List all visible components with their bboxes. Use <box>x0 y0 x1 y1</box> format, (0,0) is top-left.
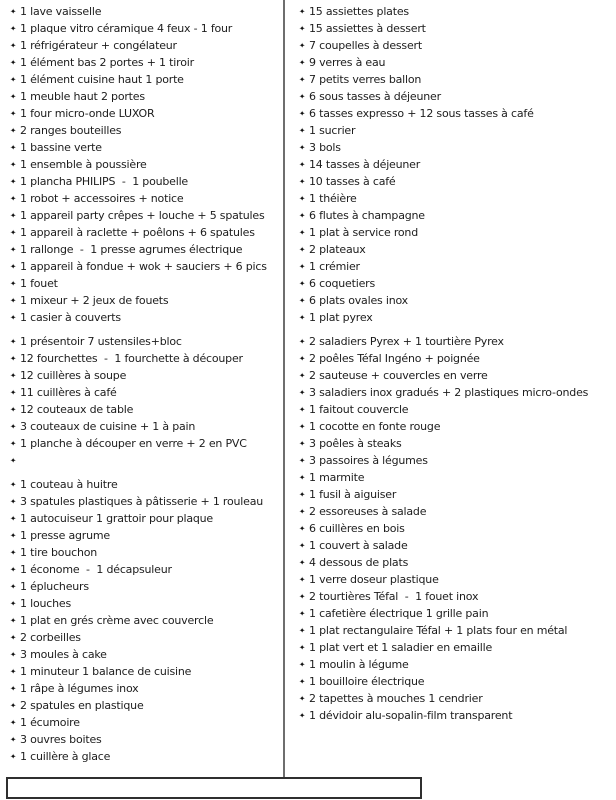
list-item <box>10 663 283 680</box>
list-item <box>299 469 616 486</box>
bullet-icon: ✦ <box>10 565 17 574</box>
list-item-text: 2 spatules en plastique <box>20 699 144 712</box>
bullet-icon: ✦ <box>10 701 17 710</box>
list-item <box>10 697 283 714</box>
list-item <box>299 554 616 571</box>
bullet-icon: ✦ <box>10 650 17 659</box>
bullet-icon: ✦ <box>299 490 306 499</box>
list-item <box>299 622 616 639</box>
bullet-icon: ✦ <box>10 388 17 397</box>
list-item-text: 1 plat vert et 1 saladier en emaille <box>309 641 493 654</box>
bullet-icon: ✦ <box>10 439 17 448</box>
list-item <box>299 452 616 469</box>
bullet-icon: ✦ <box>299 643 306 652</box>
bullet-icon: ✦ <box>10 752 17 761</box>
list-item-text: 6 flutes à champagne <box>309 209 425 222</box>
list-group <box>10 3 283 326</box>
list-item-text: 12 fourchettes - 1 fourchette à découper <box>20 352 243 365</box>
list-item-text: 1 plaque vitro céramique 4 feux - 1 four <box>20 22 233 35</box>
list-item-text: 1 bassine verte <box>20 141 102 154</box>
bullet-icon: ✦ <box>299 92 306 101</box>
list-item-text: 1 louches <box>20 597 71 610</box>
list-item-text: 3 passoires à légumes <box>309 454 428 467</box>
list-item-text: 3 spatules plastiques à pâtisserie + 1 rouleau <box>20 495 264 508</box>
list-item <box>299 156 616 173</box>
bullet-icon: ✦ <box>10 126 17 135</box>
inventory-right-column <box>299 3 616 731</box>
list-item-text: 1 faitout couvercle <box>309 403 409 416</box>
bullet-icon: ✦ <box>299 41 306 50</box>
list-item-text: 1 bouilloire électrique <box>309 675 425 688</box>
list-item-text: 7 coupelles à dessert <box>309 39 422 52</box>
bullet-icon: ✦ <box>10 41 17 50</box>
list-item <box>10 173 283 190</box>
list-item <box>299 275 616 292</box>
bullet-icon: ✦ <box>299 262 306 271</box>
list-item <box>299 537 616 554</box>
list-item <box>10 748 283 765</box>
bullet-icon: ✦ <box>299 575 306 584</box>
list-item-text: 6 coquetiers <box>309 277 375 290</box>
list-item-text: 3 couteaux de cuisine + 1 à pain <box>20 420 196 433</box>
list-item <box>10 578 283 595</box>
list-item-text: 1 râpe à légumes inox <box>20 682 139 695</box>
bullet-icon: ✦ <box>299 75 306 84</box>
bullet-icon: ✦ <box>10 480 17 489</box>
list-item <box>299 401 616 418</box>
list-item-text: 1 cocotte en fonte rouge <box>309 420 441 433</box>
list-item <box>10 20 283 37</box>
list-item-text: 1 cuillère à glace <box>20 750 111 763</box>
list-item-text: 10 tasses à café <box>309 175 396 188</box>
bullet-icon: ✦ <box>10 58 17 67</box>
list-item <box>299 690 616 707</box>
list-item-text: 15 assiettes plates <box>309 5 409 18</box>
list-item <box>10 207 283 224</box>
list-item-text: 1 lave vaisselle <box>20 5 102 18</box>
bullet-icon: ✦ <box>10 548 17 557</box>
list-item-text: 12 cuillères à soupe <box>20 369 127 382</box>
bullet-icon: ✦ <box>10 735 17 744</box>
bullet-icon: ✦ <box>10 160 17 169</box>
bullet-icon: ✦ <box>10 262 17 271</box>
bullet-icon: ✦ <box>299 177 306 186</box>
list-item <box>299 503 616 520</box>
list-item <box>10 241 283 258</box>
list-group <box>10 476 283 765</box>
bullet-icon: ✦ <box>299 524 306 533</box>
bullet-icon: ✦ <box>10 143 17 152</box>
list-item-text: 1 moulin à légume <box>309 658 409 671</box>
list-item <box>299 350 616 367</box>
list-item-text: 6 sous tasses à déjeuner <box>309 90 441 103</box>
bullet-icon: ✦ <box>299 371 306 380</box>
list-item <box>299 707 616 724</box>
list-item <box>10 680 283 697</box>
empty-footer-box <box>6 777 422 799</box>
list-item <box>10 105 283 122</box>
list-item-text: 9 verres à eau <box>309 56 386 69</box>
list-item-text: 6 tasses expresso + 12 sous tasses à café <box>309 107 534 120</box>
list-item <box>10 156 283 173</box>
list-item-text: 1 présentoir 7 ustensiles+bloc <box>20 335 182 348</box>
list-item <box>299 367 616 384</box>
list-item-text: 1 plat rectangulaire Téfal + 1 plats four en métal <box>309 624 568 637</box>
list-group <box>10 333 283 469</box>
list-item-text: 1 ensemble à poussière <box>20 158 147 171</box>
list-item-text: 1 réfrigérateur + congélateur <box>20 39 177 52</box>
bullet-icon: ✦ <box>10 24 17 33</box>
bullet-icon: ✦ <box>10 405 17 414</box>
list-item-text: 12 couteaux de table <box>20 403 134 416</box>
list-item <box>299 258 616 275</box>
list-item-text: 1 plat à service rond <box>309 226 418 239</box>
list-item-text: 1 minuteur 1 balance de cuisine <box>20 665 192 678</box>
bullet-icon: ✦ <box>10 92 17 101</box>
bullet-icon: ✦ <box>10 667 17 676</box>
list-item <box>299 207 616 224</box>
list-item <box>299 588 616 605</box>
list-item-text: 1 plat en grés crème avec couvercle <box>20 614 214 627</box>
list-item <box>10 258 283 275</box>
list-item-text: 2 ranges bouteilles <box>20 124 122 137</box>
column-divider-line <box>283 0 285 778</box>
list-item <box>299 105 616 122</box>
list-item <box>299 37 616 54</box>
list-item-text: 1 meuble haut 2 portes <box>20 90 145 103</box>
list-item <box>299 520 616 537</box>
bullet-icon: ✦ <box>10 245 17 254</box>
bullet-icon: ✦ <box>10 354 17 363</box>
bullet-icon: ✦ <box>10 684 17 693</box>
bullet-icon: ✦ <box>299 626 306 635</box>
list-item <box>299 571 616 588</box>
list-item-text: 3 bols <box>309 141 341 154</box>
bullet-icon: ✦ <box>299 109 306 118</box>
list-item <box>299 139 616 156</box>
list-item <box>299 639 616 656</box>
bullet-icon: ✦ <box>299 422 306 431</box>
bullet-icon: ✦ <box>299 558 306 567</box>
bullet-icon: ✦ <box>299 541 306 550</box>
list-item-text: 1 élément cuisine haut 1 porte <box>20 73 184 86</box>
list-item-text: 4 dessous de plats <box>309 556 409 569</box>
list-item-text: 1 crémier <box>309 260 360 273</box>
list-item-text: 1 plancha PHILIPS - 1 poubelle <box>20 175 189 188</box>
bullet-icon: ✦ <box>299 228 306 237</box>
bullet-icon: ✦ <box>299 337 306 346</box>
bullet-icon: ✦ <box>299 609 306 618</box>
bullet-icon: ✦ <box>10 633 17 642</box>
list-item <box>299 292 616 309</box>
bullet-icon: ✦ <box>10 228 17 237</box>
bullet-icon: ✦ <box>299 694 306 703</box>
list-item <box>10 595 283 612</box>
list-item <box>10 384 283 401</box>
bullet-icon: ✦ <box>299 211 306 220</box>
list-item <box>10 714 283 731</box>
list-item-text: 1 appareil à fondue + wok + sauciers + 6 pics <box>20 260 267 273</box>
list-item-text: 1 marmite <box>309 471 365 484</box>
bullet-icon: ✦ <box>10 456 17 465</box>
list-item <box>299 418 616 435</box>
list-item <box>10 3 283 20</box>
list-item-text: 3 poêles à steaks <box>309 437 402 450</box>
list-item-text: 2 tapettes à mouches 1 cendrier <box>309 692 483 705</box>
list-item <box>10 493 283 510</box>
list-item <box>299 224 616 241</box>
list-item <box>299 384 616 401</box>
bullet-icon: ✦ <box>299 456 306 465</box>
bullet-icon: ✦ <box>299 313 306 322</box>
list-item <box>10 350 283 367</box>
list-item <box>10 612 283 629</box>
list-item <box>10 418 283 435</box>
list-item <box>10 544 283 561</box>
list-item-text: 14 tasses à déjeuner <box>309 158 421 171</box>
list-item <box>299 71 616 88</box>
list-item <box>10 292 283 309</box>
list-item-text: 1 appareil à raclette + poêlons + 6 spatules <box>20 226 255 239</box>
bullet-icon: ✦ <box>299 279 306 288</box>
list-item-text: 1 cafetière électrique 1 grille pain <box>309 607 489 620</box>
bullet-icon: ✦ <box>299 677 306 686</box>
list-item <box>299 309 616 326</box>
list-item-text: 2 corbeilles <box>20 631 81 644</box>
list-item-text: 1 tire bouchon <box>20 546 98 559</box>
list-item-text: 1 élément bas 2 portes + 1 tiroir <box>20 56 194 69</box>
list-item <box>10 309 283 326</box>
list-item-text: 11 cuillères à café <box>20 386 117 399</box>
list-item <box>299 3 616 20</box>
bullet-icon: ✦ <box>10 211 17 220</box>
list-item-text: 1 appareil party crêpes + louche + 5 spatules <box>20 209 265 222</box>
bullet-icon: ✦ <box>299 592 306 601</box>
list-item <box>299 54 616 71</box>
list-item-text: 1 planche à découper en verre + 2 en PVC <box>20 437 247 450</box>
bullet-icon: ✦ <box>10 177 17 186</box>
bullet-icon: ✦ <box>10 514 17 523</box>
list-item <box>299 173 616 190</box>
list-group <box>299 333 616 724</box>
list-item <box>10 37 283 54</box>
bullet-icon: ✦ <box>10 616 17 625</box>
list-item-text: 6 plats ovales inox <box>309 294 408 307</box>
list-item-text: 3 ouvres boites <box>20 733 102 746</box>
bullet-icon: ✦ <box>299 58 306 67</box>
list-item-text: 6 cuillères en bois <box>309 522 405 535</box>
list-item-text: 1 couvert à salade <box>309 539 408 552</box>
bullet-icon: ✦ <box>10 599 17 608</box>
list-item <box>10 435 283 452</box>
list-item-text: 2 poêles Téfal Ingéno + poignée <box>309 352 480 365</box>
bullet-icon: ✦ <box>299 439 306 448</box>
list-item <box>10 527 283 544</box>
list-item <box>10 333 283 350</box>
bullet-icon: ✦ <box>10 75 17 84</box>
bullet-icon: ✦ <box>10 194 17 203</box>
list-item-text: 1 four micro-onde LUXOR <box>20 107 155 120</box>
bullet-icon: ✦ <box>299 473 306 482</box>
list-item <box>10 71 283 88</box>
bullet-icon: ✦ <box>10 109 17 118</box>
list-item <box>10 561 283 578</box>
list-item-text: 1 casier à couverts <box>20 311 121 324</box>
bullet-icon: ✦ <box>10 279 17 288</box>
list-item <box>10 401 283 418</box>
bullet-icon: ✦ <box>299 194 306 203</box>
list-item-text: 1 mixeur + 2 jeux de fouets <box>20 294 169 307</box>
list-group <box>299 3 616 326</box>
list-item <box>10 646 283 663</box>
list-item-text: 7 petits verres ballon <box>309 73 422 86</box>
list-item <box>10 88 283 105</box>
list-item-text: 1 fusil à aiguiser <box>309 488 397 501</box>
bullet-icon: ✦ <box>299 660 306 669</box>
list-item <box>10 367 283 384</box>
list-item-text: 1 éplucheurs <box>20 580 89 593</box>
list-item <box>299 656 616 673</box>
list-item-text: 1 robot + accessoires + notice <box>20 192 184 205</box>
list-item-text: 1 fouet <box>20 277 58 290</box>
bullet-icon: ✦ <box>299 24 306 33</box>
bullet-icon: ✦ <box>10 296 17 305</box>
bullet-icon: ✦ <box>299 405 306 414</box>
bullet-icon: ✦ <box>299 388 306 397</box>
list-item-text: 1 plat pyrex <box>309 311 373 324</box>
list-item <box>10 452 283 469</box>
bullet-icon: ✦ <box>299 126 306 135</box>
list-item <box>299 88 616 105</box>
bullet-icon: ✦ <box>10 422 17 431</box>
list-item-text: 1 sucrier <box>309 124 356 137</box>
list-item-text: 2 essoreuses à salade <box>309 505 427 518</box>
list-item-text: 1 écumoire <box>20 716 80 729</box>
bullet-icon: ✦ <box>10 371 17 380</box>
list-item <box>10 629 283 646</box>
list-item <box>299 435 616 452</box>
list-item <box>299 605 616 622</box>
bullet-icon: ✦ <box>10 313 17 322</box>
bullet-icon: ✦ <box>299 245 306 254</box>
list-item-text: 1 autocuiseur 1 grattoir pour plaque <box>20 512 213 525</box>
bullet-icon: ✦ <box>10 531 17 540</box>
list-item <box>299 241 616 258</box>
list-item-text: 2 tourtières Téfal - 1 fouet inox <box>309 590 479 603</box>
bullet-icon: ✦ <box>10 582 17 591</box>
list-item-text: 3 moules à cake <box>20 648 107 661</box>
list-item <box>10 122 283 139</box>
list-item <box>299 486 616 503</box>
bullet-icon: ✦ <box>299 507 306 516</box>
list-item-text: 1 verre doseur plastique <box>309 573 439 586</box>
bullet-icon: ✦ <box>299 160 306 169</box>
list-item <box>299 20 616 37</box>
bullet-icon: ✦ <box>10 337 17 346</box>
list-item-text: 1 dévidoir alu-sopalin-film transparent <box>309 709 513 722</box>
list-item <box>299 190 616 207</box>
list-item-text: 2 sauteuse + couvercles en verre <box>309 369 488 382</box>
list-item <box>299 333 616 350</box>
list-item-text: 15 assiettes à dessert <box>309 22 426 35</box>
bullet-icon: ✦ <box>10 497 17 506</box>
list-item-text: 1 couteau à huitre <box>20 478 118 491</box>
list-item <box>10 54 283 71</box>
bullet-icon: ✦ <box>10 7 17 16</box>
list-item <box>10 510 283 527</box>
inventory-left-column <box>10 3 283 772</box>
list-item-text: 1 presse agrume <box>20 529 110 542</box>
list-item <box>10 476 283 493</box>
list-item <box>10 190 283 207</box>
list-item-text: 1 rallonge - 1 presse agrumes électrique <box>20 243 243 256</box>
list-item <box>10 275 283 292</box>
bullet-icon: ✦ <box>299 354 306 363</box>
list-item-text: 1 théière <box>309 192 357 205</box>
list-item-text: 2 plateaux <box>309 243 366 256</box>
bullet-icon: ✦ <box>299 296 306 305</box>
list-item <box>10 224 283 241</box>
list-item-text: 1 économe - 1 décapsuleur <box>20 563 172 576</box>
list-item-text: 2 saladiers Pyrex + 1 tourtière Pyrex <box>309 335 504 348</box>
bullet-icon: ✦ <box>10 718 17 727</box>
bullet-icon: ✦ <box>299 143 306 152</box>
list-item <box>299 673 616 690</box>
bullet-icon: ✦ <box>299 711 306 720</box>
list-item <box>299 122 616 139</box>
list-item <box>10 139 283 156</box>
list-item <box>10 731 283 748</box>
bullet-icon: ✦ <box>299 7 306 16</box>
list-item-text: 3 saladiers inox gradués + 2 plastiques micro-ondes <box>309 386 589 399</box>
